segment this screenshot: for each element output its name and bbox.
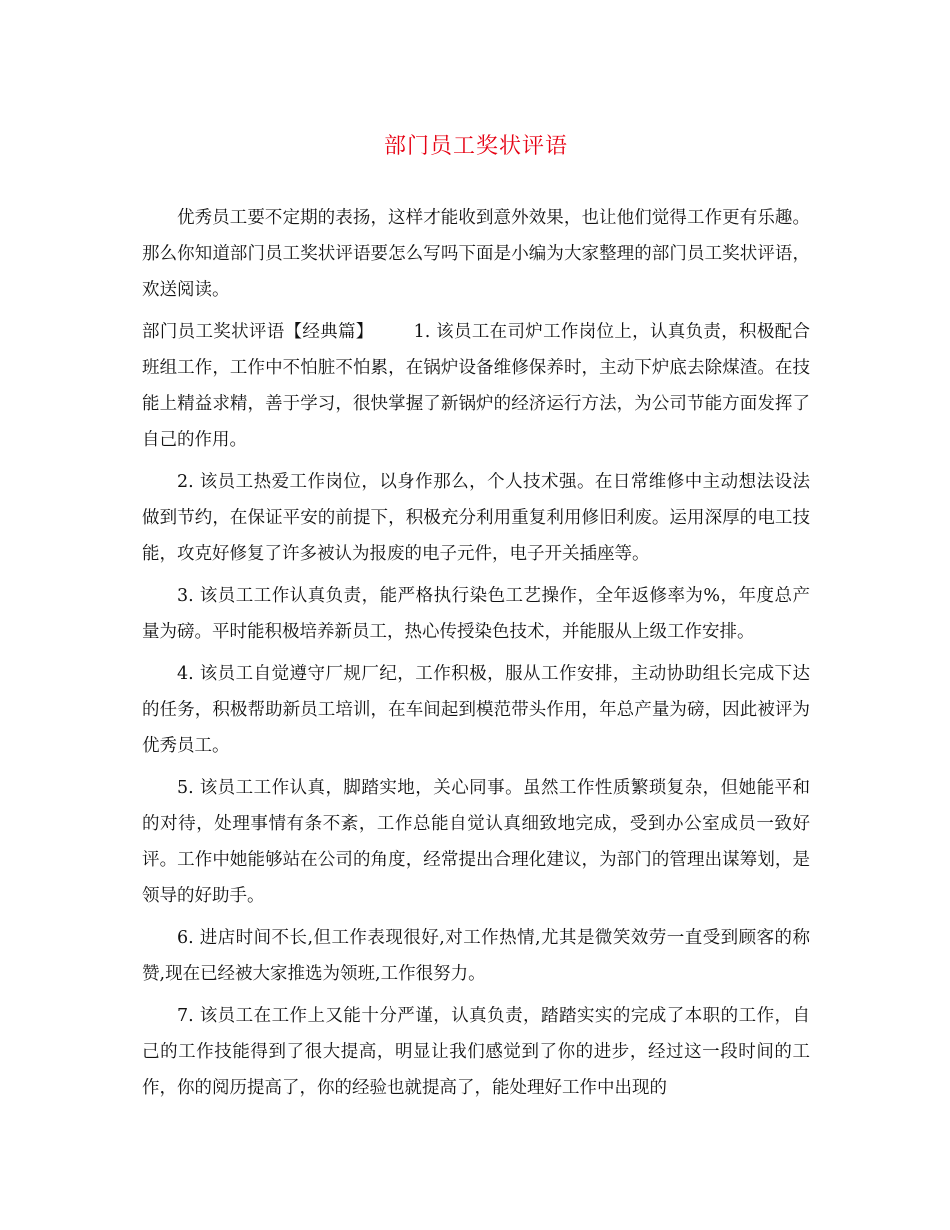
document-body — [142, 200, 810, 1112]
item-3: 3. 该员工工作认真负责，能严格执行染色工艺操作，全年返修率为%，年度总产量为磅。平时能积极培养新员工，热心传授染色技术，并能服从上级工作安排。 — [142, 586, 810, 642]
intro-paragraph: 优秀员工要不定期的表扬，这样才能收到意外效果，也让他们觉得工作更有乐趣。那么你知道部门员工奖状评语要怎么写吗下面是小编为大家整理的部门员工奖状评语，欢送阅读。 — [142, 208, 810, 300]
section-paragraph — [142, 314, 810, 458]
document-title: 部门员工奖状评语 — [383, 134, 568, 159]
item-4: 4. 该员工自觉遵守厂规厂纪，工作积极，服从工作安排，主动协助组长完成下达的任务，积极帮助新员工培训，在车间起到模范带头作用，年总产量为磅，因此被评为优秀员工。 — [142, 664, 810, 756]
item-2: 2. 该员工热爱工作岗位，以身作那么，个人技术强。在日常维修中主动想法设法做到节约，在保证平安的前提下，积极充分利用重复利用修旧利废。运用深厚的电工技能，攻克好修复了许多被认为报废的电子元件，电子开关插座等。 — [142, 472, 810, 564]
item-6: 6. 进店时间不长,但工作表现很好,对工作热情,尤其是微笑效劳一直受到顾客的称赞,现在已经被大家推选为领班,工作很努力。 — [142, 928, 810, 984]
item-5: 5. 该员工工作认真，脚踏实地，关心同事。虽然工作性质繁琐复杂，但她能平和的对待，处理事情有条不紊，工作总能自觉认真细致地完成，受到办公室成员一致好评。工作中她能够站在公司的角度，经常提出合理化建议，为部门的管理出谋筹划，是领导的好助手。 — [142, 778, 810, 906]
section-heading: 部门员工奖状评语【经典篇】 — [142, 322, 374, 342]
item-1: 1. 该员工在司炉工作岗位上，认真负责，积极配合班组工作，工作中不怕脏不怕累，在锅炉设备维修保养时，主动下炉底去除煤渣。在技能上精益求精，善于学习，很快掌握了新锅炉的经济运行方法，为公司节能方面发挥了自己的作用。 — [142, 322, 810, 450]
item-7: 7. 该员工在工作上又能十分严谨，认真负责，踏踏实实的完成了本职的工作，自己的工作技能得到了很大提高，明显让我们感觉到了你的进步，经过这一段时间的工作，你的阅历提高了，你的经验也就提高了，能处理好工作中出现的 — [142, 1006, 810, 1098]
